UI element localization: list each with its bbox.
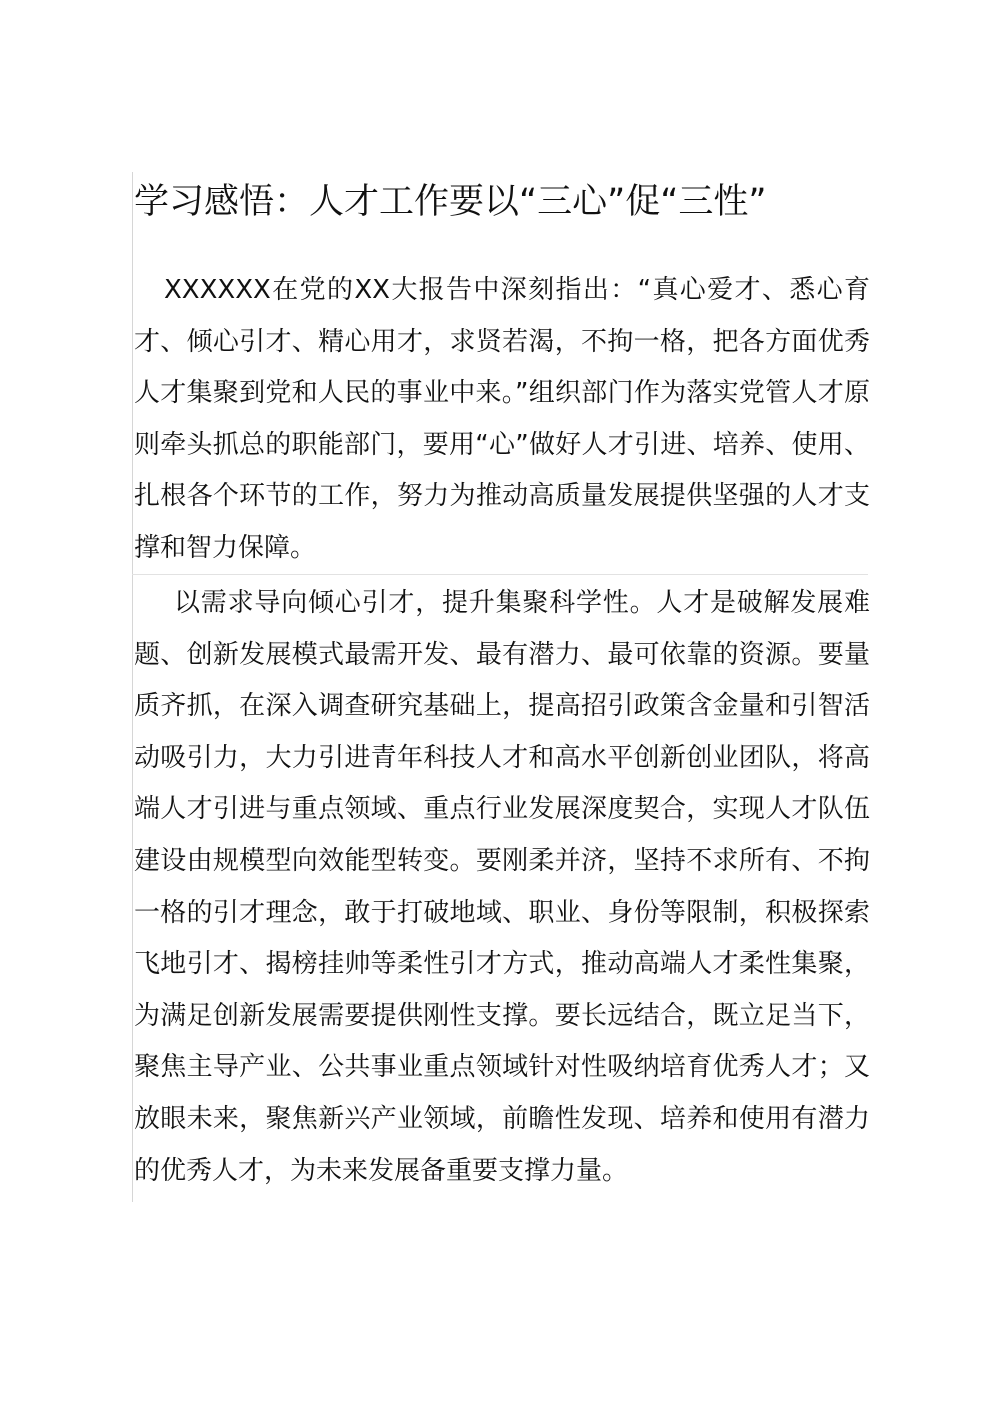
margin-guide-line [132, 172, 133, 1202]
document-title: 学习感悟：人才工作要以“三心”促“三性” [134, 182, 767, 222]
paragraph-intro: XXXXXX在党的XX大报告中深刻指出：“真心爱才、悉心育才、倾心引才、精心用才，求贤若渴，不拘一格，把各方面优秀人才集聚到党和人民的事业中来。”组织部门作为落实党管人才原则牵头抓总的职能部门，要用“心”做好人才引进、培养、使用、扎根各个环节的工作，努力为推动高质量发展提供坚强的人才支撑和智力保障。 [134, 275, 870, 563]
paragraph-talent-attraction: 以需求导向倾心引才，提升集聚科学性。人才是破解发展难题、创新发展模式最需开发、最有潜力、最可依靠的资源。要量质齐抓，在深入调查研究基础上，提高招引政策含金量和引智活动吸引力，大力引进青年科技人才和高水平创新创业团队，将高端人才引进与重点领域、重点行业发展深度契合，实现人才队伍建设由规模型向效能型转变。要刚柔并济，坚持不求所有、不拘一格的引才理念，敢于打破地域、职业、身份等限制，积极探索飞地引才、揭榜挂帅等柔性引才方式，推动高端人才柔性集聚，为满足创新发展需要提供刚性支撑。要长远结合，既立足当下，聚焦主导产业、公共事业重点领域针对性吸纳培育优秀人才；又放眼未来，聚焦新兴产业领域，前瞻性发现、培养和使用有潜力的优秀人才，为未来发展备重要支撑力量。 [134, 588, 870, 1186]
